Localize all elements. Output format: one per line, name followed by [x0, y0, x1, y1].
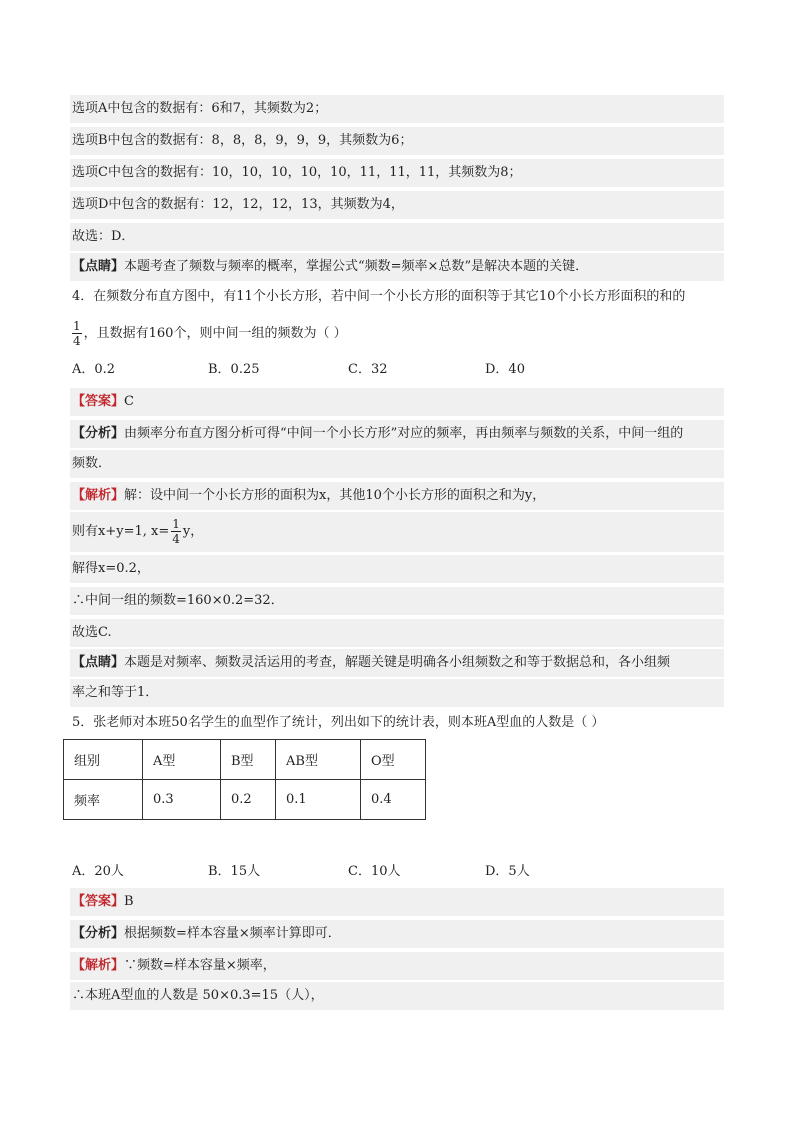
solution-fraction-numerator: 1: [172, 517, 180, 531]
table-cell: 0.4: [361, 780, 426, 820]
q5-solution-line2: ∴本班A型血的人数是 50×0.3=15（人），: [70, 982, 724, 1010]
q3-comment: [70, 253, 724, 281]
analysis-tag: 【分析】: [72, 426, 125, 441]
answer-tag: 【答案】: [72, 894, 125, 909]
option-a-summary: 选项A中包含的数据有：6和7，其频数为2；: [70, 95, 724, 123]
comment-tag: 【点睛】: [72, 655, 125, 670]
table-cell: A型: [143, 740, 221, 780]
answer-value: B: [124, 894, 134, 909]
comment-text: 本题是对频率、频数灵活运用的考查，解题关键是明确各小组频数之和等于数据总和，各小组频: [124, 655, 671, 670]
table-cell: 组别: [64, 740, 143, 780]
solution-fraction-denominator: 4: [172, 532, 180, 546]
q4-analysis-line2: 频数．: [70, 450, 724, 478]
table-row: [64, 780, 426, 820]
q5-answer: [70, 888, 724, 916]
q5-solution-line1: [70, 952, 724, 980]
option-b-summary: 选项B中包含的数据有：8，8，8，9，9，9，其频数为6；: [70, 127, 724, 155]
q4-fraction: [72, 319, 82, 348]
q5-option-d: D．5人: [485, 864, 530, 879]
analysis-text: 根据频数=样本容量×频率计算即可．: [124, 926, 341, 941]
q4-option-c: C．32: [348, 362, 388, 377]
q5-stem: 5．张老师对本班50名学生的血型作了统计，列出如下的统计表，则本班A型血的人数是（ ）: [72, 715, 605, 730]
solution-fraction: [171, 517, 181, 546]
q4-comment-line2: 率之和等于1．: [70, 679, 724, 707]
q4-solution-line3: 解得x=0.2，: [70, 555, 724, 583]
q4-fraction-denominator: 4: [73, 334, 81, 348]
blood-type-table: [63, 739, 426, 820]
q4-option-d: D．40: [485, 362, 525, 377]
q4-option-b: B．0.25: [208, 362, 260, 377]
q4-stem-line2-text: ，且数据有160个，则中间一组的频数为（ ）: [83, 326, 347, 341]
table-cell: O型: [361, 740, 426, 780]
solution-text: ∵频数=样本容量×频率，: [124, 958, 276, 973]
q4-stem-line2: [70, 316, 724, 352]
comment-tag: 【点睛】: [72, 259, 125, 274]
q4-analysis-line1: [70, 420, 724, 448]
table-cell: AB型: [276, 740, 361, 780]
solution-tag: 【解析】: [72, 958, 125, 973]
q4-fraction-numerator: 1: [73, 319, 81, 333]
table-header-row: [64, 740, 426, 780]
solution-text: 解：设中间一个小长方形的面积为x，其他10个小长方形的面积之和为y，: [124, 488, 546, 503]
q5-options: [70, 861, 724, 883]
q4-solution-line4: ∴中间一组的频数=160×0.2=32．: [70, 587, 724, 615]
analysis-text: 由频率分布直方图分析可得“中间一个小长方形”对应的频率，再由频率与频数的关系，中间一组的: [124, 426, 684, 441]
q5-option-b: B．15人: [208, 864, 261, 879]
table-cell: 频率: [64, 780, 143, 820]
option-d-summary: 选项D中包含的数据有：12，12，12，13，其频数为4，: [70, 191, 724, 219]
q4-options: [70, 359, 724, 381]
table-cell: 0.3: [143, 780, 221, 820]
answer-tag: 【答案】: [72, 394, 125, 409]
q4-solution-line2: [70, 512, 724, 552]
q5-option-a: A．20人: [72, 864, 124, 879]
solution-equation-b: y，: [182, 524, 204, 539]
q4-solution-line5: 故选C.: [70, 619, 724, 647]
comment-text: 本题考查了频数与频率的概率，掌握公式“频数=频率×总数”是解决本题的关键．: [124, 259, 589, 274]
table-cell: B型: [221, 740, 276, 780]
option-c-summary: 选项C中包含的数据有：10，10，10，10，10，11，11，11，其频数为8；: [70, 159, 724, 187]
analysis-tag: 【分析】: [72, 926, 125, 941]
table-cell: 0.2: [221, 780, 276, 820]
q4-answer: [70, 388, 724, 416]
q4-comment-line1: [70, 649, 724, 677]
q3-conclusion: 故选：D．: [70, 223, 724, 251]
table-cell: 0.1: [276, 780, 361, 820]
solution-equation-a: 则有x+y=1, x=: [72, 524, 170, 539]
solution-tag: 【解析】: [72, 488, 125, 503]
q5-option-c: C．10人: [348, 864, 401, 879]
q4-solution-line1: [70, 482, 724, 510]
answer-value: C: [124, 394, 134, 409]
q4-option-a: A．0.2: [72, 362, 116, 377]
q4-stem-line1: 4．在频数分布直方图中，有11个小长方形，若中间一个小长方形的面积等于其它10个小长方形面积的和的: [72, 289, 686, 304]
q5-analysis: [70, 920, 724, 948]
